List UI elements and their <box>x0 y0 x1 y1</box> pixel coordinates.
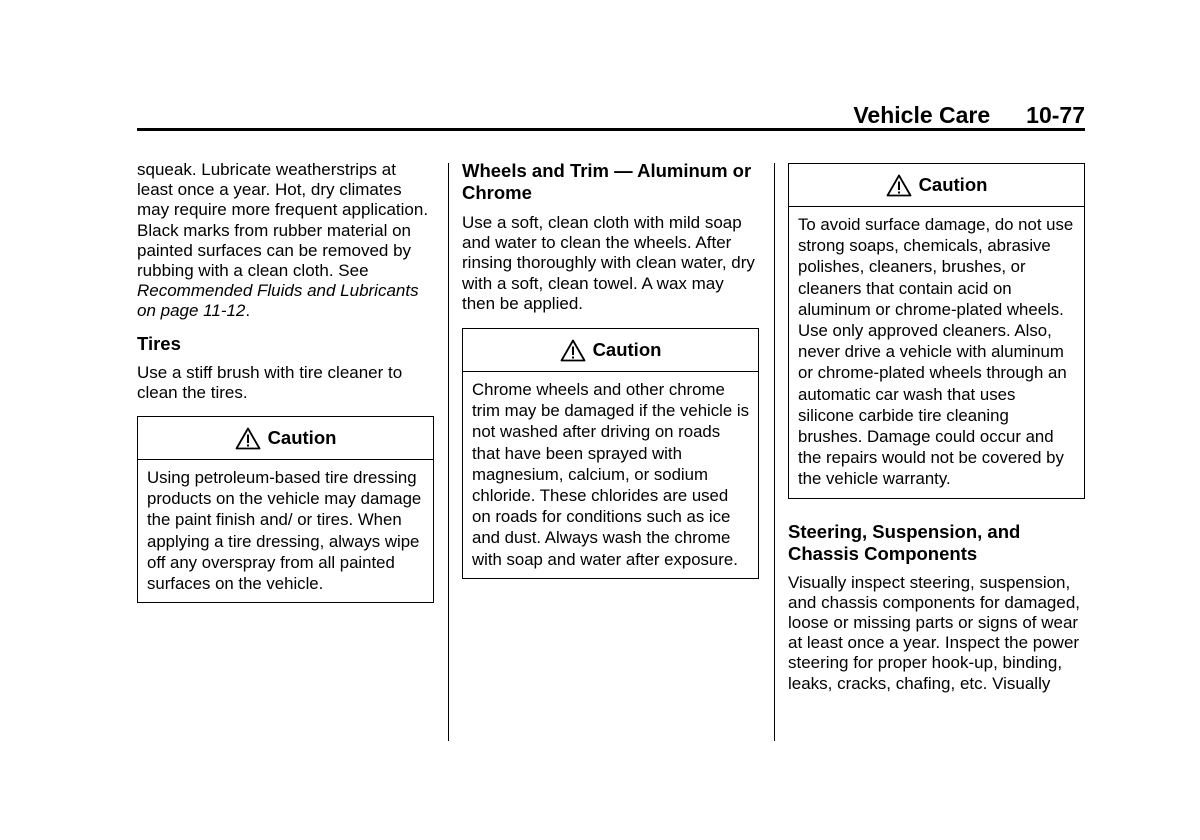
page-header <box>137 102 1085 128</box>
caution-box-tires <box>137 416 434 603</box>
caution-text: To avoid surface damage, do not use strong soaps, chemicals, abrasive polishes, cleaners, brushes, or cleaners that contain acid on aluminum or chrome-plated wheels. Use only approved cleaners. Also, never drive a vehicle with aluminum or chrome-plated wheels through an automatic car wash that uses silicone carbide tire cleaning brushes. Damage could occur and the repairs would not be covered by the vehicle warranty. <box>798 215 1074 489</box>
wheels-text: Use a soft, clean cloth with mild soap and water to clean the wheels. After rinsing thoroughly with clean water, dry with a soft, clean towel. A wax may then be applied. <box>462 213 755 313</box>
column-divider-1 <box>448 163 449 741</box>
section-title: Vehicle Care <box>853 102 991 128</box>
intro-end: . <box>245 301 251 321</box>
column-divider-2 <box>774 163 775 741</box>
column-2 <box>462 160 762 579</box>
warning-triangle-icon <box>560 339 586 362</box>
column-1 <box>137 160 437 603</box>
caution-title: Caution <box>267 427 337 449</box>
warning-triangle-icon <box>886 174 912 197</box>
caution-title: Caution <box>592 339 662 361</box>
caution-title: Caution <box>918 174 988 195</box>
intro-text: squeak. Lubricate weatherstrips at least once a year. Hot, dry climates may require more frequent application. Black marks from rubber material on painted surfaces can be removed by rubbing with a clean cloth. See <box>137 160 429 281</box>
caution-header <box>138 417 433 460</box>
caution-header <box>789 164 1084 207</box>
steering-heading: Steering, Suspension, and Chassis Components <box>788 520 1021 564</box>
warning-triangle-icon <box>235 427 261 450</box>
caution-header <box>463 329 758 372</box>
caution-text: Using petroleum-based tire dressing products on the vehicle may damage the paint finish and/ or tires. When applying a tire dressing, always wipe off any overspray from all painted surfaces on the vehicle. <box>147 468 422 594</box>
header-rule <box>137 128 1085 131</box>
steering-text: Visually inspect steering, suspension, and chassis components for damaged, loose or missing parts or signs of wear at least once a year. Inspect the power steering for proper hook-up, binding, leaks, cracks, chafing, etc. Visually <box>788 572 1081 693</box>
caution-text: Chrome wheels and other chrome trim may be damaged if the vehicle is not washed after driving on roads that have been sprayed with magnesium, calcium, or sodium chloride. These chlorides are used on roads for conditions such as ice and dust. Always wash the chrome with soap and water after exposure. <box>472 380 750 569</box>
column-3 <box>788 160 1088 694</box>
lubricants-reference[interactable]: Recommended Fluids and Lubricants on page 11-12 <box>137 281 419 321</box>
wheels-heading: Wheels and Trim — Aluminum or Chrome <box>462 160 752 203</box>
tires-text: Use a stiff brush with tire cleaner to clean the tires. <box>137 362 403 402</box>
caution-box-chrome <box>462 328 759 579</box>
page-number: 10-77 <box>1026 102 1085 128</box>
tires-heading: Tires <box>137 332 181 354</box>
intro-paragraph <box>137 160 429 322</box>
caution-box-aluminum <box>788 163 1085 499</box>
